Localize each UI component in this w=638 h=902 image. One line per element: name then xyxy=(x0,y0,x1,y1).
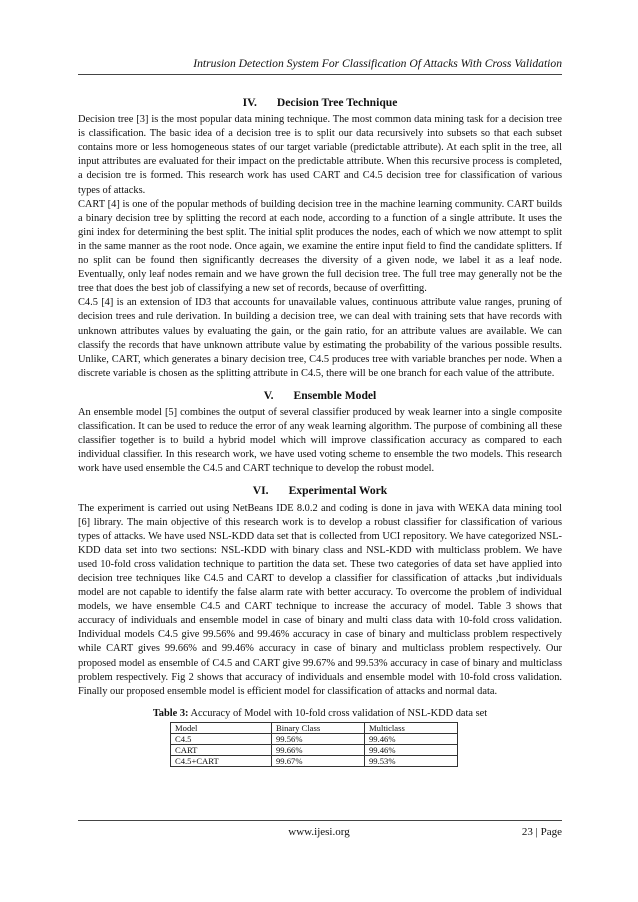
header-divider xyxy=(78,74,562,75)
table-row xyxy=(171,755,458,766)
footer-url: www.ijesi.org xyxy=(288,826,350,838)
table-header-row xyxy=(171,722,458,733)
paragraph: C4.5 [4] is an extension of ID3 that accounts for unavailable values, continuous attribute value ranges, pruning of decision trees and rule derivation. In building a decision tree, we can deal with training sets that have records with unknown attributes values by evaluating the gain, or the gain ratio, for an attribute values are available. We can classify the records that have unknown attribute value by estimating the probability of the various possible results. Unlike, CART, which generates a binary decision tree, C4.5 produces tree with variable branches per node. When a discrete variable is chosen as the splitting attribute in C4.5, there will be one branch for each value of the attribute. xyxy=(78,297,562,379)
table-caption xyxy=(78,707,562,721)
section-title: Ensemble Model xyxy=(293,388,377,402)
table-cell: 99.56% xyxy=(272,733,365,744)
paragraph: An ensemble model [5] combines the output of several classifier produced by weak learner into a single composite classification. It can be used to reduce the error of any weak learning algorithm. The purpose of combining all these classifier together is to build a hybrid model which will improve classification accuracy as compared to each individual classifier. In this research work, we have used voting scheme to ensemble the two models. This research work have used ensemble the C4.5 and CART technique to develop the robust model. xyxy=(78,406,562,475)
section-vi-heading xyxy=(78,484,562,498)
running-header: Intrusion Detection System For Classification Of Attacks With Cross Validation xyxy=(193,57,562,70)
table-cell: 99.67% xyxy=(272,755,365,766)
section-iv-heading xyxy=(78,96,562,110)
section-number: IV. xyxy=(242,96,257,109)
table-cell: 99.66% xyxy=(272,744,365,755)
paragraph: The experiment is carried out using NetBeans IDE 8.0.2 and coding is done in java with WEKA data mining tool [6] library. The main objective of this research work is to develop a robust classifier for classification of various types of attacks. We have used NSL-KDD data set that is collected from UCI repository. We have categorized NSL-KDD data set into two sections: NSL-KDD with binary class and NSL-KDD with multiclass problem. We have used 10-fold cross validation technique to partition the data set. These two categories of data set have applied into decision tree techniques like C4.5 and CART to develop a classifier for classification of attacks ,but individuals model are not capable to identify the false alarm rate with better accuracy. To overcome the problem of individual models, we have ensemble C4.5 and CART technique to increase the accuracy of model. Table 3 shows that accuracy of individuals and ensemble model in case of binary and multi class data with 10-fold cross validation. Individual models C4.5 give 99.56% and 99.46% accuracy in case of binary and multiclass problem respectively while CART gives 99.66% and 99.46% accuracy in case of binary and multiclass problem respectively. Our proposed model as ensemble of C4.5 and CART give 99.67% and 99.53% accuracy in case of binary and multiclass problem respectively. Fig 2 shows that accuracy of individuals and ensemble model with 10-fold cross validation. Finally our proposed ensemble model is efficient model for classification of attacks and normal data. xyxy=(78,502,562,697)
accuracy-table xyxy=(170,722,458,767)
table-header-cell: Binary Class xyxy=(272,722,365,733)
section-number: VI. xyxy=(252,484,269,498)
section-title: Decision Tree Technique xyxy=(276,96,398,109)
table-row xyxy=(171,733,458,744)
table-row xyxy=(171,744,458,755)
table-cell: C4.5 xyxy=(171,733,272,744)
table-caption-label: Table 3: xyxy=(152,707,189,719)
paragraph: Decision tree [3] is the most popular data mining technique. The most common data mining task for a decision tree is classification. The basic idea of a decision tree is to split our data recursively into subsets so that each subset contains more or less homogeneous states of our target variable (predictable attribute). At each split in the tree, all input attributes are evaluated for their impact on the predictable attribute. When this recursive process is completed, a decision tre is formed. This research work has used CART and C4.5 decision tree for classification of various types of attacks. xyxy=(78,114,562,196)
table-cell: 99.46% xyxy=(365,744,458,755)
table-cell: 99.53% xyxy=(365,755,458,766)
section-number: V. xyxy=(263,388,274,402)
table-cell: CART xyxy=(171,744,272,755)
section-title: Experimental Work xyxy=(288,484,388,498)
paragraph: CART [4] is one of the popular methods of building decision tree in the machine learning community. CART builds a binary decision tree by splitting the record at each node, according to a function of a single attribute. It uses the gini index for determining the best split. The initial split produces the nodes, each of which we now attempt to split in the same manner as the root node. Once again, we examine the entire input field to find the candidate splitters. If no split can be found then significantly decreases the diversity of a given node, we label it as a leaf node. Eventually, only leaf nodes remain and we have grown the full decision tree. The full tree may generally not be the tree that does the best job of classifying a new set of records, because of overfitting. xyxy=(78,198,562,295)
page-number: 23 | Page xyxy=(521,826,562,838)
page-content xyxy=(78,96,562,767)
table-header-cell: Multiclass xyxy=(365,722,458,733)
table-header-cell: Model xyxy=(171,722,272,733)
table-cell: C4.5+CART xyxy=(171,755,272,766)
section-v-heading xyxy=(78,389,562,403)
table-cell: 99.46% xyxy=(365,733,458,744)
footer-divider xyxy=(78,820,562,821)
table-caption-text: Accuracy of Model with 10-fold cross validation of NSL-KDD data set xyxy=(188,707,488,719)
